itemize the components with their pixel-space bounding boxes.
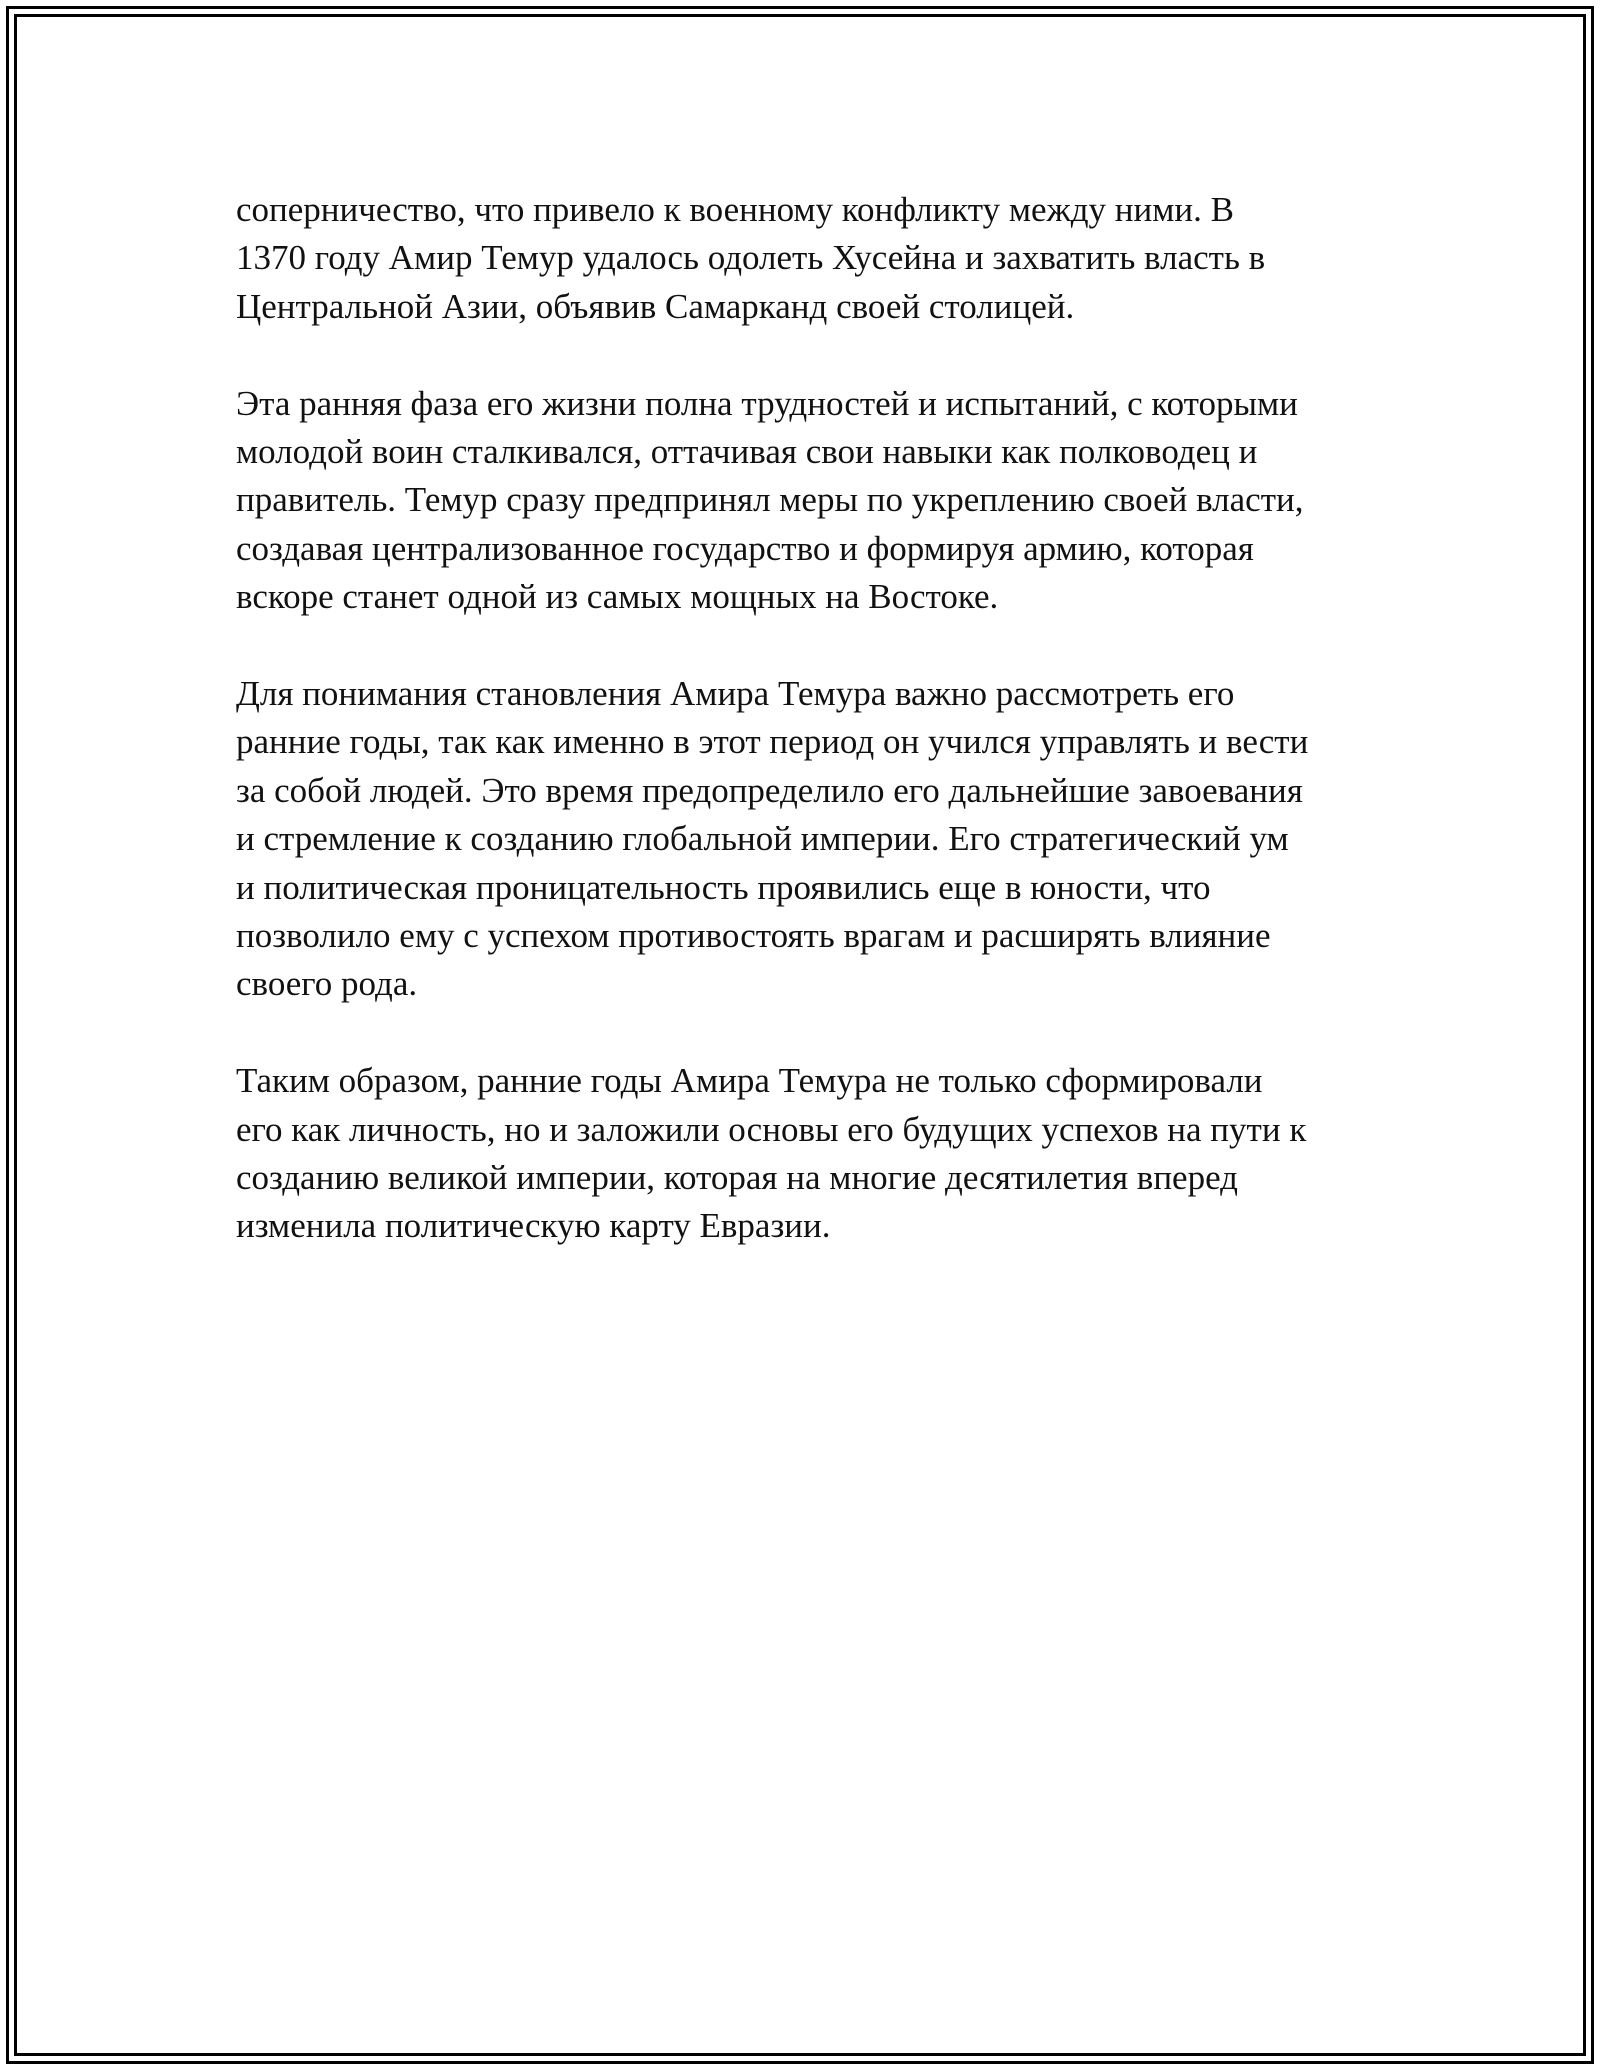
paragraph-4 [236,1057,1376,1251]
document-body [236,186,1376,1299]
text-line: соперничество, что привело к военному конфликту между ними. В [236,190,1234,229]
text-line: 1370 году Амир Темур удалось одолеть Хусейна и захватить власть в [236,238,1266,278]
text-line: и стремление к созданию глобальной империи. Его стратегический ум [236,819,1289,859]
text-line: за собой людей. Это время предопределило его дальнейшие завоевания [236,770,1303,810]
text-line: вскоре станет одной из самых мощных на Востоке. [236,577,999,617]
text-line: Для понимания становления Амира Темура важно рассмотреть его [236,674,1235,714]
text-line: позволило ему с успехом противостоять врагам и расширять влияние [236,916,1271,956]
text-line: создавая централизованное государство и формируя армию, которая [236,528,1254,568]
paragraph-3 [236,670,1376,1009]
text-line: правитель. Темур сразу предпринял меры по укреплению своей власти, [236,480,1304,520]
text-line: созданию великой империи, которая на многие десятилетия вперед [236,1158,1238,1198]
text-line: молодой воин сталкивался, оттачивая свои навыки как полководец и [236,432,1258,472]
text-line: своего рода. [236,964,418,1004]
text-line: и политическая проницательность проявились еще в юности, что [236,867,1211,907]
paragraph-2 [236,380,1376,622]
text-line: изменила политическую карту Евразии. [236,1206,831,1246]
text-line: ранние годы, так как именно в этот период он учился управлять и вести [236,722,1309,762]
text-line: Таким образом, ранние годы Амира Темура не только сформировали [236,1061,1263,1101]
text-line: Эта ранняя фаза его жизни полна трудностей и испытаний, с которыми [236,383,1298,423]
paragraph-1 [236,186,1376,331]
text-line: Центральной Азии, объявив Самарканд своей столицей. [236,286,1075,326]
text-line: его как личность, но и заложили основы его будущих успехов на пути к [236,1109,1307,1149]
